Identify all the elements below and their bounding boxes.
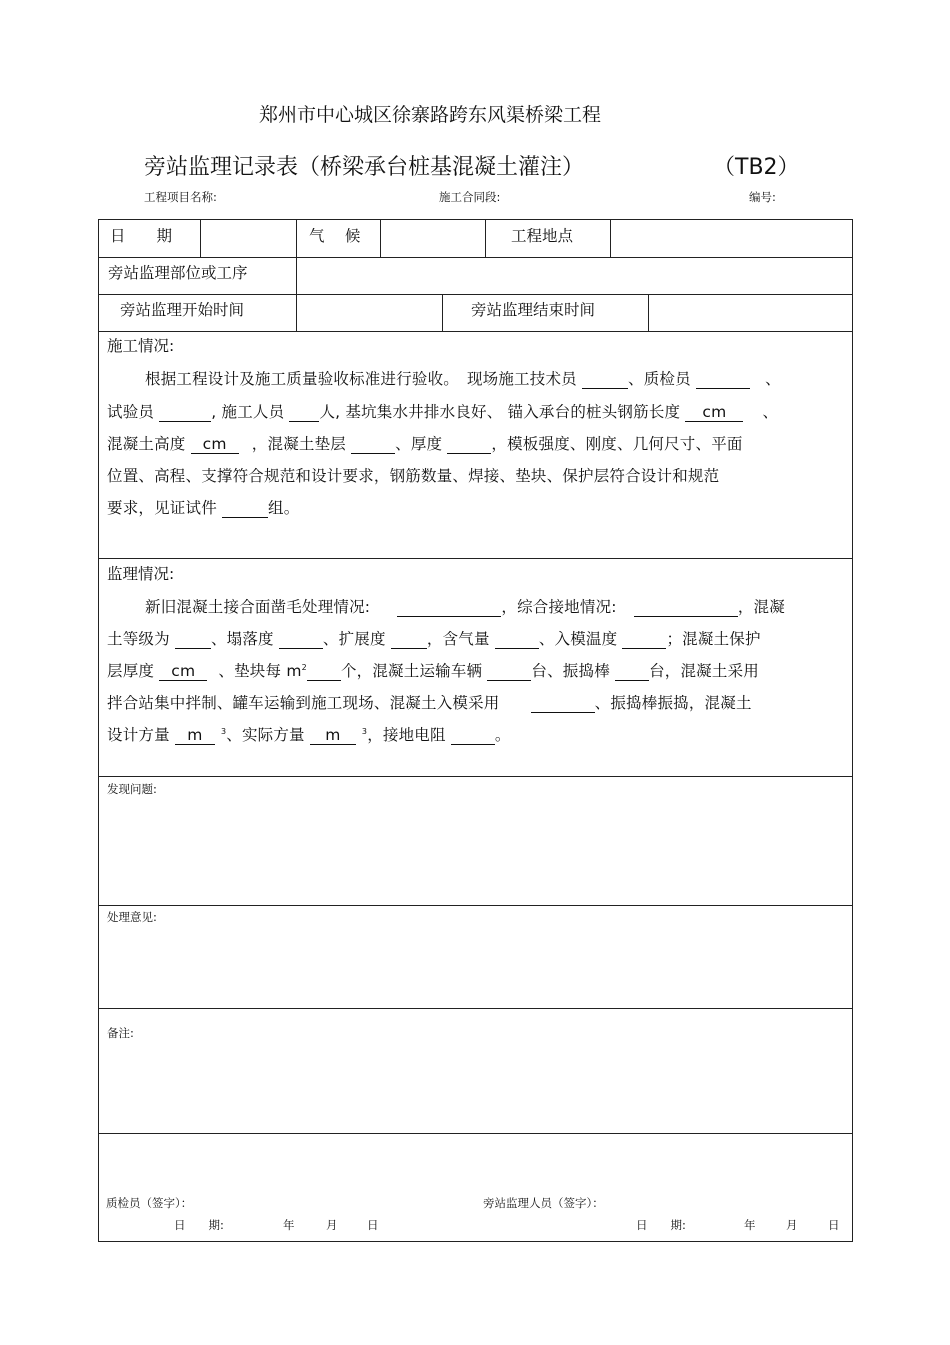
supervision-line-2: 土等级为 、塌落度 、扩展度 ，含气量 、入模温度 ；混凝土保护 bbox=[107, 630, 761, 648]
construction-line-2: 试验员 , 施工人员 人, 基坑集水井排水良好、 锚入承台的桩头钢筋长度 cm 、 bbox=[107, 403, 779, 421]
form-code: （TB2） bbox=[713, 155, 800, 180]
placement-method-blank[interactable] bbox=[531, 695, 595, 713]
date-label: 日 期 bbox=[110, 227, 173, 245]
cover-thickness-blank[interactable]: cm bbox=[159, 663, 207, 681]
inspector-signature-label: 质检员（签字）： bbox=[106, 1196, 193, 1210]
contract-label: 施工合同段: bbox=[439, 190, 501, 204]
construction-line-5: 要求，见证试件 组。 bbox=[107, 499, 300, 517]
start-time-label: 旁站监理开始时间 bbox=[120, 301, 245, 319]
inspector-day: 日 bbox=[367, 1218, 379, 1232]
remarks-label: 备注: bbox=[107, 1026, 134, 1040]
start-time-field[interactable] bbox=[297, 295, 441, 330]
actual-volume-blank[interactable]: m bbox=[310, 727, 356, 745]
weather-field[interactable] bbox=[381, 220, 484, 256]
number-label: 编号: bbox=[749, 190, 776, 204]
supervision-line-4: 拌合站集中拌制、罐车运输到施工现场、混凝土入模采用 、振捣棒振捣，混凝土 bbox=[107, 694, 752, 712]
end-time-field[interactable] bbox=[649, 295, 851, 330]
thickness-blank[interactable] bbox=[447, 436, 491, 454]
supervision-heading: 监理情况: bbox=[107, 565, 175, 583]
spread-blank[interactable] bbox=[391, 631, 427, 649]
opinion-label: 处理意见: bbox=[107, 910, 157, 924]
supervision-line-5: 设计方量 m $^3$、实际方量 m $^3$，接地电阻 。 bbox=[107, 726, 511, 744]
location-field[interactable] bbox=[611, 220, 851, 256]
air-content-blank[interactable] bbox=[495, 631, 539, 649]
slump-blank[interactable] bbox=[279, 631, 323, 649]
workers-blank[interactable] bbox=[289, 404, 319, 422]
ground-resistance-blank[interactable] bbox=[451, 727, 495, 745]
inspector-blank[interactable] bbox=[696, 371, 750, 389]
construction-line-1: 根据工程设计及施工质量验收标准进行验收。 现场施工技术员 、质检员 、 bbox=[145, 370, 781, 388]
supervision-line-3: 层厚度 cm 、垫块每 $m^2$ 个，混凝土运输车辆 台、振捣棒 台，混凝土采用 bbox=[107, 662, 759, 680]
supervisor-year: 年 bbox=[744, 1218, 756, 1232]
weather-label: 气 候 bbox=[309, 227, 361, 245]
supervisor-signature-label: 旁站监理人员（签字）： bbox=[483, 1196, 604, 1210]
inspector-date-label: 日 期: bbox=[174, 1218, 224, 1232]
concrete-height-blank[interactable]: cm bbox=[191, 436, 239, 454]
form-title: 旁站监理记录表（桥梁承台桩基混凝土灌注） bbox=[144, 155, 585, 180]
grounding-blank[interactable] bbox=[634, 599, 738, 617]
issues-label: 发现问题: bbox=[107, 782, 157, 796]
location-label: 工程地点 bbox=[511, 227, 574, 245]
remarks-field[interactable] bbox=[99, 1044, 851, 1132]
opinion-field[interactable] bbox=[99, 928, 851, 1007]
position-label: 旁站监理部位或工序 bbox=[108, 264, 248, 282]
tester-blank[interactable] bbox=[159, 404, 211, 422]
project-title: 郑州市中心城区徐寨路跨东风渠桥梁工程 bbox=[259, 104, 602, 126]
supervisor-month: 月 bbox=[786, 1218, 798, 1232]
tech-staff-blank[interactable] bbox=[582, 371, 628, 389]
issues-field[interactable] bbox=[99, 800, 851, 904]
design-volume-blank[interactable]: m bbox=[175, 727, 215, 745]
end-time-label: 旁站监理结束时间 bbox=[471, 301, 596, 319]
project-name-label: 工程项目名称: bbox=[144, 190, 217, 204]
supervision-line-1: 新旧混凝土接合面凿毛处理情况: ，综合接地情况: ，混凝 bbox=[145, 598, 785, 616]
inspector-year: 年 bbox=[283, 1218, 295, 1232]
supervisor-day: 日 bbox=[828, 1218, 840, 1232]
rebar-length-blank[interactable]: cm bbox=[685, 404, 743, 422]
test-specimen-blank[interactable] bbox=[222, 500, 268, 518]
position-field[interactable] bbox=[297, 258, 851, 293]
construction-line-4: 位置、高程、支撑符合规范和设计要求，钢筋数量、焊接、垫块、保护层符合设计和规范 bbox=[107, 467, 720, 485]
truck-count-blank[interactable] bbox=[487, 663, 531, 681]
vibrator-count-blank[interactable] bbox=[615, 663, 649, 681]
inspector-month: 月 bbox=[326, 1218, 338, 1232]
construction-heading: 施工情况: bbox=[107, 337, 175, 355]
roughening-blank[interactable] bbox=[397, 599, 501, 617]
date-field[interactable] bbox=[201, 220, 295, 256]
construction-line-3: 混凝土高度 cm ，混凝土垫层 、厚度 ，模板强度、刚度、几何尺寸、平面 bbox=[107, 435, 743, 453]
grade-blank[interactable] bbox=[175, 631, 211, 649]
cushion-blank[interactable] bbox=[351, 436, 395, 454]
temperature-blank[interactable] bbox=[622, 631, 666, 649]
supervisor-date-label: 日 期: bbox=[636, 1218, 686, 1232]
spacer-count-blank[interactable] bbox=[307, 663, 341, 681]
